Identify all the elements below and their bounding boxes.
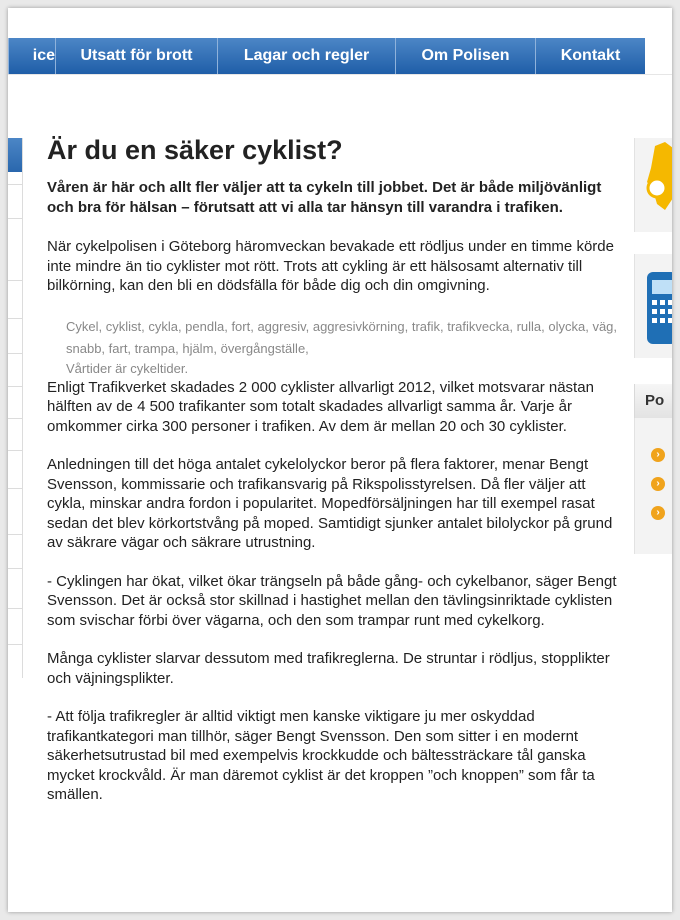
- right-promo-map[interactable]: [634, 138, 672, 232]
- right-promo-phone[interactable]: [634, 254, 672, 358]
- left-nav-divider: [8, 418, 22, 419]
- article-paragraph: Enligt Trafikverket skadades 2 000 cyklister allvarligt 2012, vilket motsvarar nästan hälften av de 4 500 trafikanter som totalt skadades allvarligt samma år. Varje år omkommer cirka 300 personer i trafiken. Av dem är mellan 20 och 30 cyklister.: [47, 378, 594, 435]
- left-nav-divider: [8, 386, 22, 387]
- left-nav-active-item[interactable]: [8, 138, 22, 172]
- right-sidebar: [634, 138, 672, 558]
- right-sidebar-list: [634, 418, 672, 554]
- phone-icon: [635, 254, 672, 358]
- left-nav-divider: [8, 280, 22, 281]
- left-navigation: [8, 138, 23, 678]
- left-nav-divider: [8, 318, 22, 319]
- nav-item-kontakt[interactable]: [535, 38, 645, 74]
- article-paragraph: - Att följa trafikregler är alltid viktigt men kanske viktigare ju mer oskyddad trafikantkategori man tillhör, säger Bengt Svensson. Den som sitter i en modernt säkerhetsutrustad bil med exempelvis krockkudde och bältessträckare tål ganska mycket krockvåld. Är man däremot cyklist är det kroppen ”och knoppen” som får ta smällen.: [47, 708, 595, 803]
- left-nav-divider: [8, 568, 22, 569]
- nav-item-label: Kontakt: [560, 47, 621, 64]
- article-intro: När cykelpolisen i Göteborg häromveckan bevakade ett rödljus under en timme körde inte mindre än tio cyklister mot rött. Trots att cykling är ett hälsosamt alternativ till bilkörning, kan den bli en dödsfälla för både dig och din omgivning.: [47, 238, 614, 294]
- left-nav-divider: [8, 488, 22, 489]
- left-nav-divider: [8, 218, 22, 219]
- nav-item-label: Utsatt för brott: [80, 47, 193, 64]
- article-lead: Våren är här och allt fler väljer att ta cykeln till jobbet. Det är både miljövänligt och bra för hälsan – förutsatt att vi alla tar hänsyn till varandra i trafiken.: [47, 179, 602, 216]
- article-paragraph: Anledningen till det höga antalet cykelolyckor beror på flera faktorer, menar Bengt Svensson, kommissarie och trafikansvarig på Rikspolisstyrelsen. Då fler väljer att cykla, minskar andra fordon i popularitet. Mopedförsäljningen har till exempel rasat sedan det blev körkortstvång på moped. Samtidigt sjunker antalet bilolyckor på grund av säkrare vägar och säkrare utrustning.: [47, 456, 613, 551]
- nav-item-service[interactable]: [8, 38, 55, 74]
- nav-item-label: ice: [32, 47, 55, 64]
- nav-item-om-polisen[interactable]: [395, 38, 535, 74]
- header-bar: [8, 8, 672, 75]
- sweden-map-icon: [635, 138, 672, 232]
- right-sidebar-heading: Po: [634, 384, 672, 418]
- browser-page: [8, 8, 672, 912]
- left-nav-divider: [8, 644, 22, 645]
- arrow-bullet-icon[interactable]: ›: [651, 477, 665, 491]
- nav-item-label: Lagar och regler: [243, 47, 370, 64]
- left-nav-divider: [8, 184, 22, 185]
- left-nav-divider: [8, 353, 22, 354]
- image-caption: Vårtider är cykeltider.: [66, 360, 189, 376]
- left-nav-divider: [8, 608, 22, 609]
- article-tags: Cykel, cyklist, cykla, pendla, fort, aggresiv, aggresivkörning, trafik, trafikvecka, rulla, olycka, väg, snabb, fart, trampa, hjälm, övergångställe,: [66, 318, 618, 356]
- nav-item-utsatt-for-brott[interactable]: [55, 38, 217, 74]
- page-title: Är du en säker cyklist?: [47, 135, 343, 165]
- left-nav-divider: [8, 450, 22, 451]
- article: [47, 134, 619, 824]
- article-paragraph: - Cyklingen har ökat, vilket ökar trängseln på både gång- och cykelbanor, säger Bengt Svensson. Det är också stor skillnad i hastighet mellan den tävlingsinriktade cyklisten som svischar förbi över vägarna, och den som trampar runt med cykelkorg.: [47, 572, 617, 629]
- article-paragraph: Många cyklister slarvar dessutom med trafikreglerna. De struntar i rödljus, stopplikter och väjningsplikter.: [47, 650, 610, 687]
- nav-item-label: Om Polisen: [421, 47, 510, 64]
- left-nav-divider: [8, 534, 22, 535]
- arrow-bullet-icon[interactable]: ›: [651, 448, 665, 462]
- nav-item-lagar-och-regler[interactable]: [217, 38, 395, 74]
- arrow-bullet-icon[interactable]: ›: [651, 506, 665, 520]
